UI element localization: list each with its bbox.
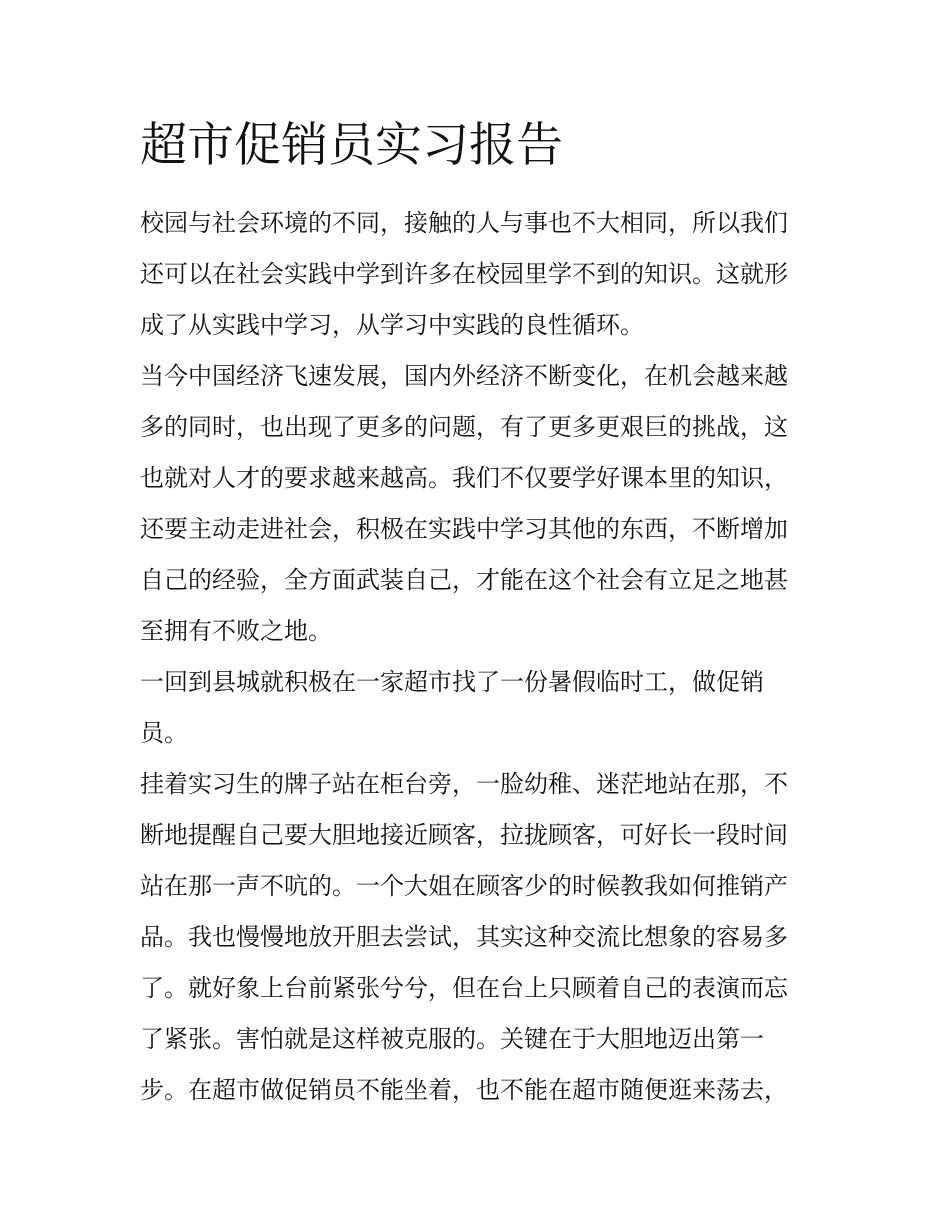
text-line: 挂着实习生的牌子站在柜台旁，一脸幼稚、迷茫地站在那，不 <box>140 770 788 798</box>
text-line: 断地提醒自己要大胆地接近顾客，拉拢顾客，可好长一段时间 <box>140 821 788 849</box>
text-line: 员。 <box>140 719 188 747</box>
text-line: 还要主动走进社会，积极在实践中学习其他的东西，不断增加 <box>140 515 788 543</box>
text-line: 成了从实践中学习，从学习中实践的良性循环。 <box>140 311 644 339</box>
text-line: 步。在超市做促销员不能坐着，也不能在超市随便逛来荡去， <box>140 1076 788 1104</box>
page-title: 超市促销员实习报告 <box>140 118 563 173</box>
text-line: 品。我也慢慢地放开胆去尝试，其实这种交流比想象的容易多 <box>140 923 788 951</box>
text-line: 还可以在社会实践中学到许多在校园里学不到的知识。这就形 <box>140 260 788 288</box>
text-line: 校园与社会环境的不同，接触的人与事也不大相同，所以我们 <box>140 209 788 237</box>
text-line: 当今中国经济飞速发展，国内外经济不断变化，在机会越来越 <box>140 362 788 390</box>
text-line: 了紧张。害怕就是这样被克服的。关键在于大胆地迈出第一 <box>140 1025 764 1053</box>
text-line: 了。就好象上台前紧张兮兮，但在台上只顾着自己的表演而忘 <box>140 974 788 1002</box>
text-line: 一回到县城就积极在一家超市找了一份暑假临时工，做促销 <box>140 668 764 696</box>
text-line: 也就对人才的要求越来越高。我们不仅要学好课本里的知识， <box>140 464 788 492</box>
text-line: 自己的经验，全方面武装自己，才能在这个社会有立足之地甚 <box>140 566 788 594</box>
text-line: 多的同时，也出现了更多的问题，有了更多更艰巨的挑战，这 <box>140 413 788 441</box>
body-text <box>140 198 820 1116</box>
text-line: 至拥有不败之地。 <box>140 617 332 645</box>
text-line: 站在那一声不吭的。一个大姐在顾客少的时候教我如何推销产 <box>140 872 788 900</box>
